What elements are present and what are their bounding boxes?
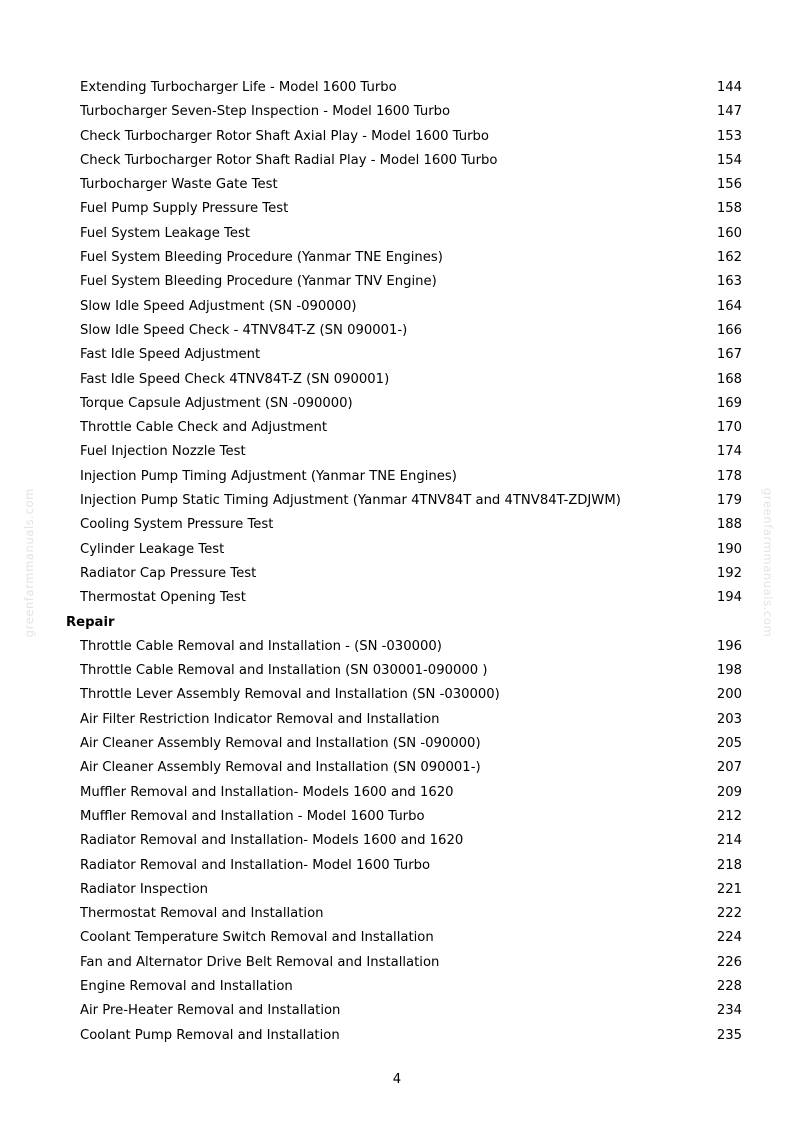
toc-entry-title: Fast Idle Speed Check 4TNV84T-Z (SN 090001) xyxy=(80,371,390,387)
toc-entry[interactable] xyxy=(0,513,794,537)
toc-entry[interactable] xyxy=(0,100,794,124)
toc-entry[interactable] xyxy=(0,975,794,999)
toc-entry-page: 228 xyxy=(716,978,742,994)
toc-entry-title: Radiator Cap Pressure Test xyxy=(80,565,257,581)
toc-entry-title: Muffler Removal and Installation - Model 1600 Turbo xyxy=(80,808,425,824)
toc-entry-page: 179 xyxy=(716,493,742,509)
toc-entry[interactable] xyxy=(0,538,794,562)
toc-entry-page: 178 xyxy=(716,468,742,484)
toc-entry[interactable] xyxy=(0,586,794,610)
toc-entry-title: Fast Idle Speed Adjustment xyxy=(80,347,261,363)
toc-entry[interactable] xyxy=(0,635,794,659)
toc-entry-title: Throttle Cable Removal and Installation - (SN -030000) xyxy=(80,638,442,654)
toc-entry-title: Slow Idle Speed Adjustment (SN -090000) xyxy=(80,298,357,314)
toc-entry[interactable] xyxy=(0,854,794,878)
toc-entry[interactable] xyxy=(0,489,794,513)
toc-entry-title: Coolant Temperature Switch Removal and Installation xyxy=(80,930,434,946)
toc-entry[interactable] xyxy=(0,732,794,756)
toc-entry[interactable] xyxy=(0,708,794,732)
toc-entry-title: Extending Turbocharger Life - Model 1600 Turbo xyxy=(80,80,397,95)
toc-entry-page: 147 xyxy=(716,104,742,120)
toc-entry[interactable] xyxy=(0,805,794,829)
toc-entry-page: 209 xyxy=(716,784,742,800)
toc-entry-title: Slow Idle Speed Check - 4TNV84T-Z (SN 090001-) xyxy=(80,322,408,338)
toc-entry-title: Check Turbocharger Rotor Shaft Radial Play - Model 1600 Turbo xyxy=(80,152,498,168)
toc-entry[interactable] xyxy=(0,222,794,246)
toc-entry-page: 198 xyxy=(716,663,742,679)
toc-entry-page: 200 xyxy=(716,687,742,703)
toc-entry-title: Injection Pump Static Timing Adjustment (Yanmar 4TNV84T and 4TNV84T-ZDJWM) xyxy=(80,493,621,509)
toc-entry[interactable] xyxy=(0,295,794,319)
toc-entry-title: Fuel System Bleeding Procedure (Yanmar TNV Engine) xyxy=(80,274,437,290)
watermark-left: greenfarmmanuals.com xyxy=(22,488,36,638)
toc-entry-page: 163 xyxy=(716,274,742,290)
toc-entry[interactable] xyxy=(0,951,794,975)
toc-entry[interactable] xyxy=(0,756,794,780)
toc-entry-title: Turbocharger Seven-Step Inspection - Model 1600 Turbo xyxy=(80,104,451,120)
toc-entry-page: 196 xyxy=(716,638,742,654)
toc-entry[interactable] xyxy=(0,173,794,197)
toc-entry[interactable] xyxy=(0,416,794,440)
toc-entry[interactable] xyxy=(0,246,794,270)
toc-entry-page: 158 xyxy=(716,201,742,217)
toc-entry-page: 188 xyxy=(716,517,742,533)
toc-entry-title: Muffler Removal and Installation- Models 1600 and 1620 xyxy=(80,784,454,800)
toc-entry-title: Cylinder Leakage Test xyxy=(80,541,225,557)
toc-entry-page: 214 xyxy=(716,833,742,849)
toc-entry[interactable] xyxy=(0,465,794,489)
toc-entry[interactable] xyxy=(0,999,794,1023)
toc-entry-page: 224 xyxy=(716,930,742,946)
toc-entry-page: 218 xyxy=(716,857,742,873)
toc-entry-title: Turbocharger Waste Gate Test xyxy=(80,177,278,193)
toc-entry-page: 162 xyxy=(716,250,742,266)
toc-entry-page: 174 xyxy=(716,444,742,460)
toc-entry-title: Fuel Injection Nozzle Test xyxy=(80,444,246,460)
toc-entry-page: 205 xyxy=(716,736,742,752)
toc-entry-page: 207 xyxy=(716,760,742,776)
toc-entry-page: 212 xyxy=(716,808,742,824)
toc-entry[interactable] xyxy=(0,440,794,464)
toc-entry-page: 226 xyxy=(716,954,742,970)
toc-entry-title: Thermostat Opening Test xyxy=(80,590,246,606)
toc-entry-page: 156 xyxy=(716,177,742,193)
toc-entry-page: 154 xyxy=(716,152,742,168)
toc-entry[interactable] xyxy=(0,683,794,707)
toc-entry-page: 192 xyxy=(716,565,742,581)
toc-entry-title: Air Filter Restriction Indicator Removal and Installation xyxy=(80,711,440,727)
toc-entry-title: Throttle Lever Assembly Removal and Installation (SN -030000) xyxy=(80,687,500,703)
toc-entry-title: Fuel System Bleeding Procedure (Yanmar TNE Engines) xyxy=(80,250,443,266)
toc-entry[interactable] xyxy=(0,1024,794,1048)
toc-entry[interactable] xyxy=(0,197,794,221)
section-heading-title: Repair xyxy=(66,614,115,630)
toc-entry[interactable] xyxy=(0,76,794,100)
toc-entry[interactable] xyxy=(0,902,794,926)
toc-entry-page: 166 xyxy=(716,322,742,338)
toc-entry-title: Check Turbocharger Rotor Shaft Axial Play - Model 1600 Turbo xyxy=(80,128,489,144)
toc-entry-page: 144 xyxy=(716,80,742,95)
toc-entry-page: 170 xyxy=(716,420,742,436)
toc-entry[interactable] xyxy=(0,149,794,173)
page-number: 4 xyxy=(392,1072,402,1087)
toc-entry-title: Air Pre-Heater Removal and Installation xyxy=(80,1003,341,1019)
toc-entry-title: Fan and Alternator Drive Belt Removal and Installation xyxy=(80,954,440,970)
table-of-contents xyxy=(0,76,794,1048)
toc-entry[interactable] xyxy=(0,926,794,950)
toc-entry[interactable] xyxy=(0,829,794,853)
toc-entry-title: Coolant Pump Removal and Installation xyxy=(80,1027,340,1043)
toc-entry-title: Engine Removal and Installation xyxy=(80,978,293,994)
toc-entry-title: Radiator Removal and Installation- Model 1600 Turbo xyxy=(80,857,431,873)
toc-entry-title: Throttle Cable Removal and Installation (SN 030001-090000 ) xyxy=(80,663,488,679)
section-heading xyxy=(0,611,794,635)
toc-entry-title: Radiator Inspection xyxy=(80,881,209,897)
toc-entry-page: 160 xyxy=(716,225,742,241)
toc-entry[interactable] xyxy=(0,562,794,586)
toc-entry-page: 194 xyxy=(716,590,742,606)
toc-entry-title: Torque Capsule Adjustment (SN -090000) xyxy=(80,395,353,411)
toc-entry-title: Radiator Removal and Installation- Models 1600 and 1620 xyxy=(80,833,464,849)
toc-entry-title: Throttle Cable Check and Adjustment xyxy=(80,420,328,436)
watermark-right: greenfarmmanuals.com xyxy=(761,488,775,638)
toc-entry-title: Fuel Pump Supply Pressure Test xyxy=(80,201,289,217)
toc-entry[interactable] xyxy=(0,392,794,416)
toc-entry[interactable] xyxy=(0,343,794,367)
toc-entry[interactable] xyxy=(0,270,794,294)
toc-entry-title: Fuel System Leakage Test xyxy=(80,225,250,241)
toc-entry-page: 153 xyxy=(716,128,742,144)
toc-entry-title: Thermostat Removal and Installation xyxy=(80,906,324,922)
toc-entry-page: 234 xyxy=(716,1003,742,1019)
toc-entry[interactable] xyxy=(0,659,794,683)
toc-entry-page: 169 xyxy=(716,395,742,411)
toc-entry-title: Injection Pump Timing Adjustment (Yanmar TNE Engines) xyxy=(80,468,457,484)
toc-entry-page: 168 xyxy=(716,371,742,387)
toc-entry-title: Air Cleaner Assembly Removal and Installation (SN 090001-) xyxy=(80,760,481,776)
toc-entry[interactable] xyxy=(0,781,794,805)
toc-entry-page: 164 xyxy=(716,298,742,314)
toc-entry-title: Cooling System Pressure Test xyxy=(80,517,274,533)
toc-entry-page: 222 xyxy=(716,906,742,922)
toc-entry[interactable] xyxy=(0,125,794,149)
toc-entry[interactable] xyxy=(0,878,794,902)
toc-entry[interactable] xyxy=(0,319,794,343)
toc-entry-page: 167 xyxy=(716,347,742,363)
toc-entry-page: 235 xyxy=(716,1027,742,1043)
toc-entry-page: 190 xyxy=(716,541,742,557)
toc-entry-title: Air Cleaner Assembly Removal and Installation (SN -090000) xyxy=(80,736,481,752)
toc-entry-page: 221 xyxy=(716,881,742,897)
toc-entry-page: 203 xyxy=(716,711,742,727)
toc-entry[interactable] xyxy=(0,368,794,392)
